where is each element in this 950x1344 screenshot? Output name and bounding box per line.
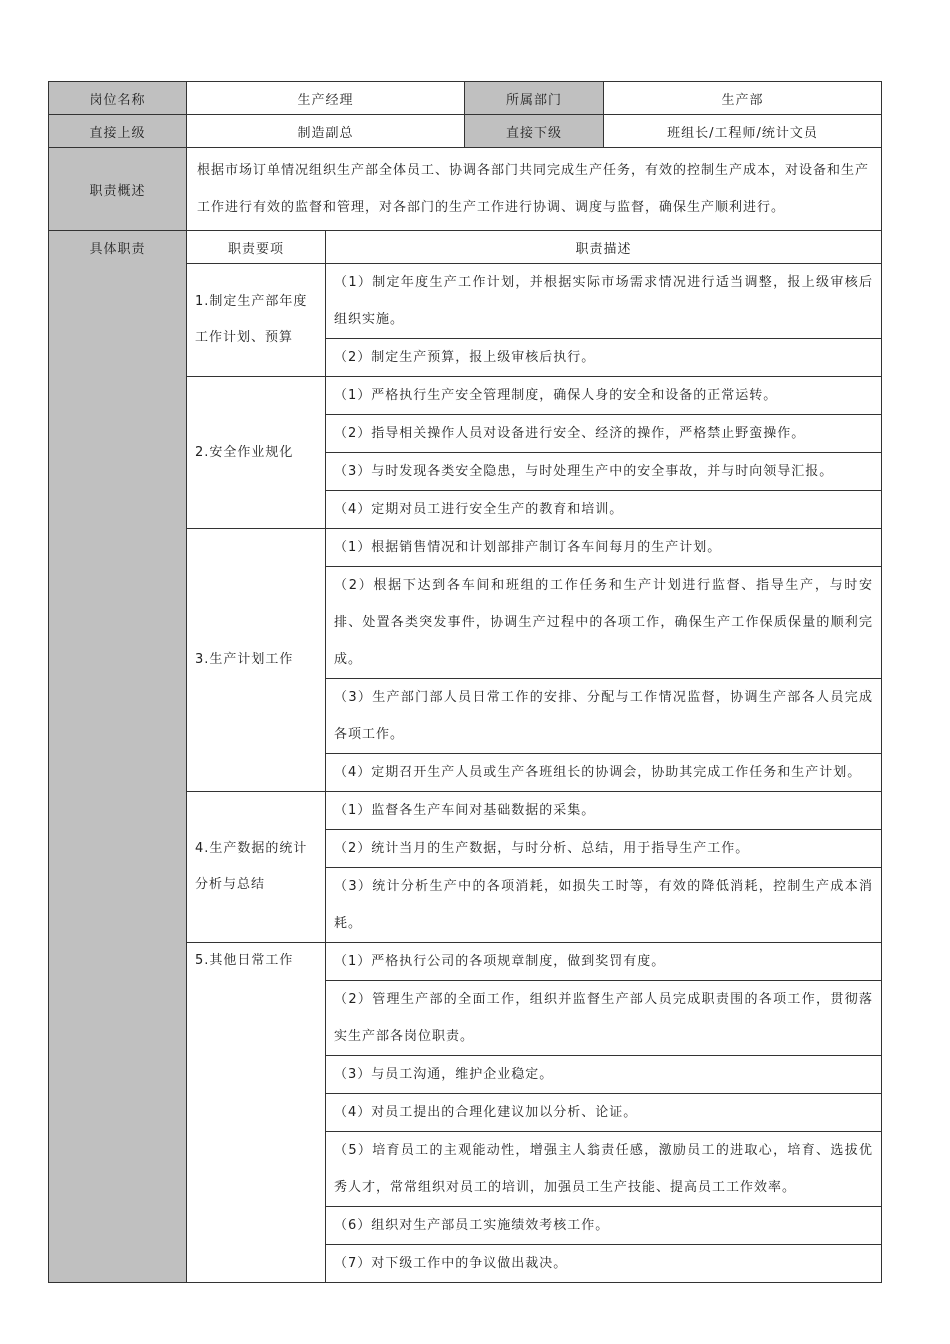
duty-group-2-item-2: （2）指导相关操作人员对设备进行安全、经济的操作，严格禁止野蛮操作。 <box>326 415 882 453</box>
duty-group-3-item-1: （1）根据销售情况和计划部排产制订各车间每月的生产计划。 <box>326 529 882 567</box>
position-label: 岗位名称 <box>49 82 187 115</box>
duty-group-4-title: 4.生产数据的统计分析与总结 <box>187 792 326 943</box>
duty-group-4-item-1: （1）监督各生产车间对基础数据的采集。 <box>326 792 882 830</box>
job-description-table <box>48 81 882 1283</box>
duty-group-2-title: 2.安全作业规化 <box>187 377 326 529</box>
duty-group-2-item-4: （4）定期对员工进行安全生产的教育和培训。 <box>326 491 882 529</box>
summary-text: 根据市场订单情况组织生产部全体员工、协调各部门共同完成生产任务，有效的控制生产成本，对设备和生产工作进行有效的监督和管理，对各部门的生产工作进行协调、调度与监督，确保生产顺利进行。 <box>187 148 882 231</box>
job-description-document <box>48 81 881 1283</box>
duty-group-5-item-7: （7）对下级工作中的争议做出裁决。 <box>326 1245 882 1283</box>
header-row-2 <box>49 115 882 148</box>
duty-group-2-item-3: （3）与时发现各类安全隐患，与时处理生产中的安全事故，并与时向领导汇报。 <box>326 453 882 491</box>
department-label: 所属部门 <box>465 82 604 115</box>
duty-group-2-item-1: （1）严格执行生产安全管理制度，确保人身的安全和设备的正常运转。 <box>326 377 882 415</box>
duty-group-5-title: 5.其他日常工作 <box>187 943 326 1283</box>
duty-group-3-item-4: （4）定期召开生产人员或生产各班组长的协调会，协助其完成工作任务和生产计划。 <box>326 754 882 792</box>
summary-label: 职责概述 <box>49 148 187 231</box>
subordinate-label: 直接下级 <box>465 115 604 148</box>
duty-group-4-item-3: （3）统计分析生产中的各项消耗，如损失工时等，有效的降低消耗，控制生产成本消耗。 <box>326 868 882 943</box>
duty-group-1-title: 1.制定生产部年度工作计划、预算 <box>187 264 326 377</box>
header-row-1 <box>49 82 882 115</box>
superior-label: 直接上级 <box>49 115 187 148</box>
duty-group-4-item-2: （2）统计当月的生产数据，与时分析、总结，用于指导生产工作。 <box>326 830 882 868</box>
superior-value: 制造副总 <box>187 115 465 148</box>
duty-group-5-item-2: （2）管理生产部的全面工作，组织并监督生产部人员完成职责围的各项工作，贯彻落实生产部各岗位职责。 <box>326 981 882 1056</box>
duties-header-row <box>49 231 882 264</box>
duty-group-5-item-3: （3）与员工沟通，维护企业稳定。 <box>326 1056 882 1094</box>
duty-group-5-item-1: （1）严格执行公司的各项规章制度，做到奖罚有度。 <box>326 943 882 981</box>
duty-group-5-item-4: （4）对员工提出的合理化建议加以分析、论证。 <box>326 1094 882 1132</box>
duty-group-1-item-1: （1）制定年度生产工作计划，并根据实际市场需求情况进行适当调整，报上级审核后组织实施。 <box>326 264 882 339</box>
duty-group-5-item-6: （6）组织对生产部员工实施绩效考核工作。 <box>326 1207 882 1245</box>
duty-group-3-title: 3.生产计划工作 <box>187 529 326 792</box>
duty-group-3-item-2: （2）根据下达到各车间和班组的工作任务和生产计划进行监督、指导生产，与时安排、处置各类突发事件，协调生产过程中的各项工作，确保生产工作保质保量的顺利完成。 <box>326 567 882 679</box>
duty-group-5-item-5: （5）培育员工的主观能动性，增强主人翁责任感，激励员工的进取心，培育、选拔优秀人才，常常组织对员工的培训，加强员工生产技能、提高员工工作效率。 <box>326 1132 882 1207</box>
col-item-header: 职责要项 <box>187 231 326 264</box>
duty-group-1-item-2: （2）制定生产预算，报上级审核后执行。 <box>326 339 882 377</box>
position-value: 生产经理 <box>187 82 465 115</box>
summary-row <box>49 148 882 231</box>
duty-group-3-item-3: （3）生产部门部人员日常工作的安排、分配与工作情况监督，协调生产部各人员完成各项工作。 <box>326 679 882 754</box>
subordinate-value: 班组长/工程师/统计文员 <box>604 115 882 148</box>
col-desc-header: 职责描述 <box>326 231 882 264</box>
duties-label: 具体职责 <box>49 231 187 1283</box>
department-value: 生产部 <box>604 82 882 115</box>
